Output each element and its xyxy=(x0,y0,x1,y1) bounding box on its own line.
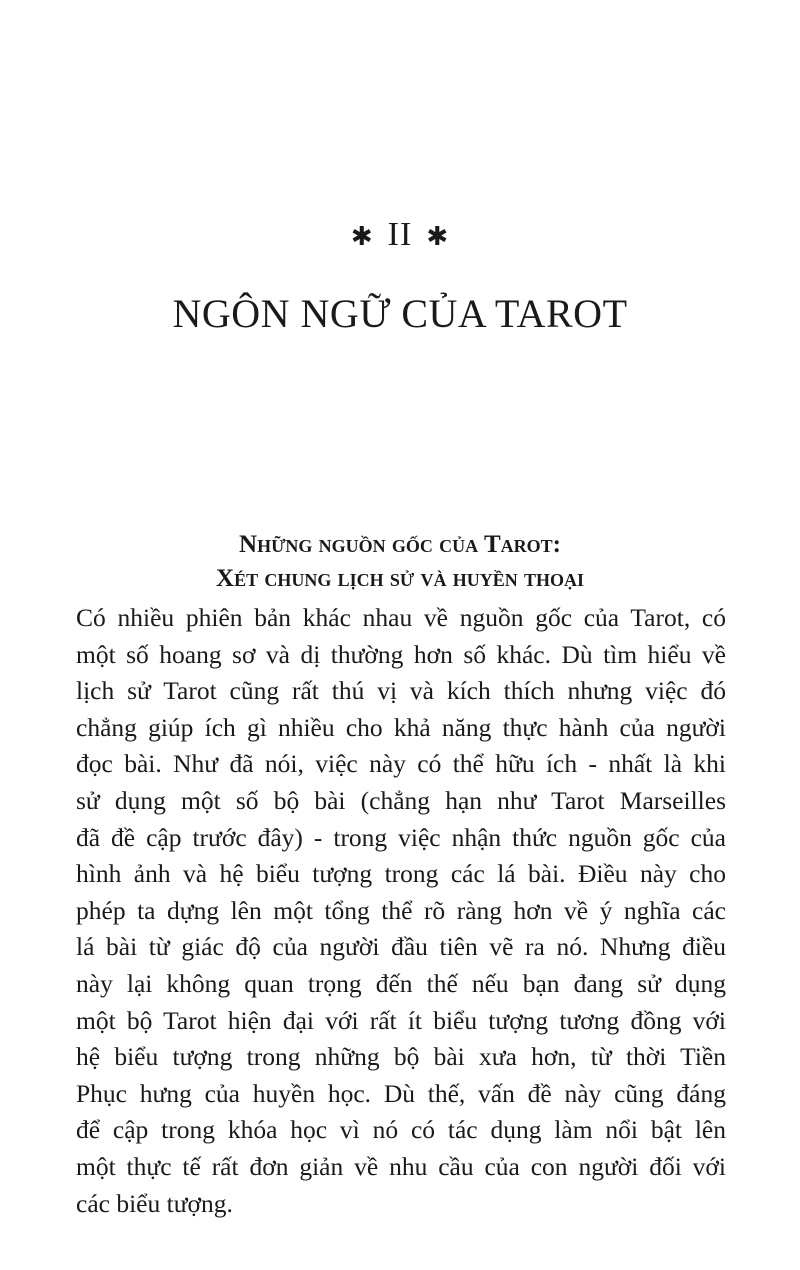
text-line: lá bài từ giác độ của người đầu tiên vẽ ra nó. Nhưng điều xyxy=(76,932,726,962)
asterisk-ornament-icon: ✱ xyxy=(426,222,450,252)
text-line: lịch sử Tarot cũng rất thú vị và kích thích nhưng việc đó xyxy=(76,676,726,706)
section-heading xyxy=(0,528,800,596)
text-line: đọc bài. Như đã nói, việc này có thể hữu ích - nhất là khi xyxy=(76,749,726,779)
text-line: các biểu tượng. xyxy=(76,1188,233,1218)
text-line: sử dụng một số bộ bài (chẳng hạn như Tarot Marseilles xyxy=(76,785,726,815)
text-line: Có nhiều phiên bản khác nhau về nguồn gốc của Tarot, có xyxy=(76,603,726,632)
section-heading-line: Xét chung lịch sử và huyền thoại xyxy=(216,565,584,592)
text-line: Phục hưng của huyền học. Dù thế, vấn đề này cũng đáng xyxy=(76,1078,726,1108)
text-line: một số hoang sơ và dị thường hơn số khác. Dù tìm hiểu về xyxy=(76,639,726,669)
text-line: một thực tế rất đơn giản về nhu cầu của con người đối với xyxy=(76,1151,726,1181)
text-line: phép ta dựng lên một tổng thể rõ ràng hơn về ý nghĩa các xyxy=(76,895,726,925)
section-heading-line: Những nguồn gốc của Tarot: xyxy=(239,531,561,558)
text-line: này lại không quan trọng đến thế nếu bạn đang sử dụng xyxy=(76,968,726,998)
chapter-number xyxy=(0,212,800,260)
text-line: chẳng giúp ích gì nhiều cho khả năng thực hành của người xyxy=(76,712,726,742)
chapter-numeral: II xyxy=(387,216,413,253)
chapter-title: NGÔN NGỮ CỦA TAROT xyxy=(172,291,628,336)
text-line: hệ biểu tượng trong những bộ bài xưa hơn, từ thời Tiền xyxy=(76,1042,726,1072)
text-line: một bộ Tarot hiện đại với rất ít biểu tượng tương đồng với xyxy=(76,1005,726,1035)
asterisk-ornament-icon: ✱ xyxy=(350,222,374,252)
text-line: hình ảnh và hệ biểu tượng trong các lá bài. Điều này cho xyxy=(76,859,726,889)
text-line: để cập trong khóa học vì nó có tác dụng làm nổi bật lên xyxy=(76,1115,726,1145)
text-line: đã đề cập trước đây) - trong việc nhận thức nguồn gốc của xyxy=(76,822,726,852)
body-paragraph xyxy=(76,600,726,1222)
